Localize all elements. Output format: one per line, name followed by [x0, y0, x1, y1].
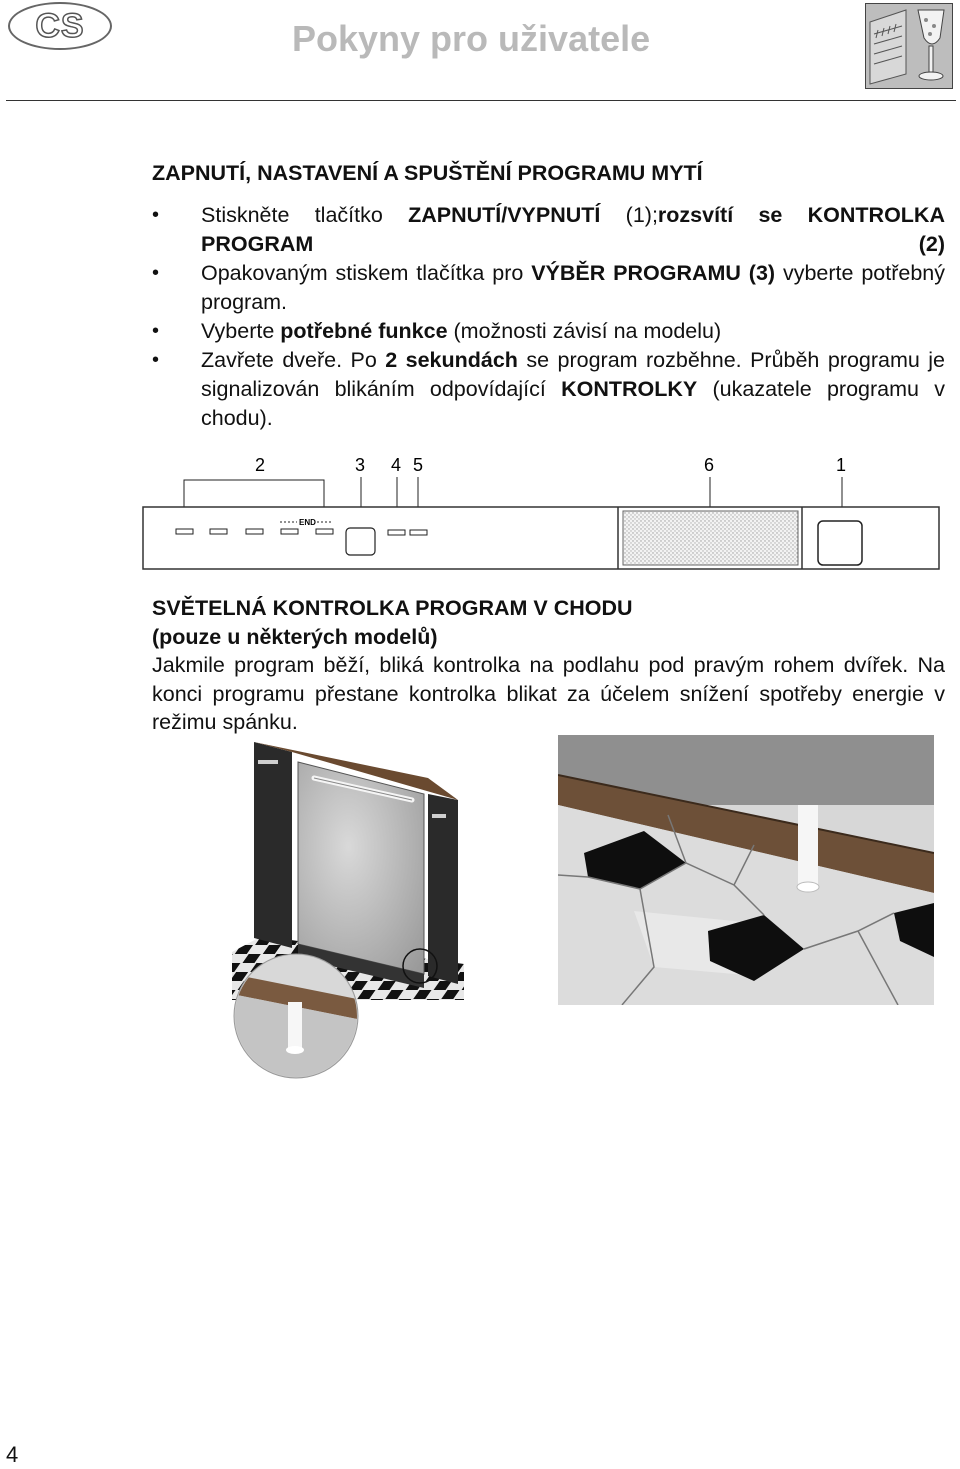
floor-light-closeup-illustration — [558, 735, 934, 1005]
list-item-bold: rozsvítí se KONTROLKA PROGRAM (2) — [201, 203, 945, 256]
program-indicator-lamp — [246, 529, 263, 534]
dishwasher-glass-icon — [865, 3, 953, 89]
panel-label-4: 4 — [391, 455, 402, 475]
list-item-text: Opakovaným stiskem tlačítka pro — [201, 261, 532, 285]
list-item-bold: VÝBĚR PROGRAMU (3) — [531, 261, 776, 285]
panel-label-6: 6 — [704, 455, 715, 475]
power-button[interactable] — [818, 521, 862, 565]
section-heading: SVĚTELNÁ KONTROLKA PROGRAM V CHODU — [152, 596, 633, 620]
page-title: Pokyny pro uživatele — [292, 18, 651, 59]
panel-label-5: 5 — [413, 455, 424, 475]
language-badge — [8, 2, 112, 50]
list-item-text: vyberte potřebný program. — [201, 261, 945, 314]
function-indicator-lamp — [388, 530, 405, 535]
language-badge-label: CS — [35, 6, 85, 45]
control-panel-diagram — [140, 452, 944, 574]
panel-label-1: 1 — [836, 455, 847, 475]
section-subheading: (pouze u některých modelů) — [152, 624, 438, 649]
program-indicator-lamp — [281, 529, 298, 534]
end-label: END — [299, 518, 316, 527]
list-item-text: Stiskněte tlačítko — [201, 203, 409, 227]
section-paragraph: Jakmile program běží, bliká kontrolka na podlahu pod pravým rohem dvířek. Na konci programu přestane kontrolka blikat za účelem snížení spotřeby energie v režimu spánku. — [152, 653, 945, 734]
display-area — [623, 511, 798, 565]
list-item — [152, 201, 945, 259]
list-item-bold: KONTROLKY — [561, 377, 698, 401]
panel-label-3: 3 — [355, 455, 366, 475]
list-item-text: Vyberte — [201, 319, 281, 343]
section-heading: ZAPNUTÍ, NASTAVENÍ A SPUŠTĚNÍ PROGRAMU MYTÍ — [152, 161, 703, 185]
list-item — [152, 259, 945, 317]
program-indicator-lamp — [176, 529, 193, 534]
header-divider — [6, 100, 956, 101]
function-indicator-lamp — [410, 530, 427, 535]
program-select-button[interactable] — [346, 528, 375, 555]
program-indicator-lamp — [316, 529, 333, 534]
page-number: 4 — [6, 1442, 19, 1467]
list-item-bold: potřebné funkce — [280, 319, 448, 343]
list-item-text: (1); — [600, 203, 658, 227]
list-item — [152, 346, 945, 433]
list-item-bold: ZAPNUTÍ/VYPNUTÍ — [408, 203, 601, 227]
program-indicator-lamp — [210, 529, 227, 534]
running-light-section — [152, 594, 945, 737]
list-item-text: (ukazatele programu v chodu). — [201, 377, 945, 430]
list-item — [152, 317, 945, 346]
panel-label-2: 2 — [255, 455, 266, 475]
instruction-list — [152, 201, 945, 433]
list-item-text: (možnosti závisí na modelu) — [447, 319, 722, 343]
dishwasher-floor-light-illustration — [232, 738, 464, 1084]
list-item-text: se program rozběhne. Průběh programu je signalizován blikáním odpovídající — [201, 348, 946, 401]
list-item-text: Zavřete dveře. Po — [201, 348, 386, 372]
list-item-bold: 2 sekundách — [385, 348, 518, 372]
